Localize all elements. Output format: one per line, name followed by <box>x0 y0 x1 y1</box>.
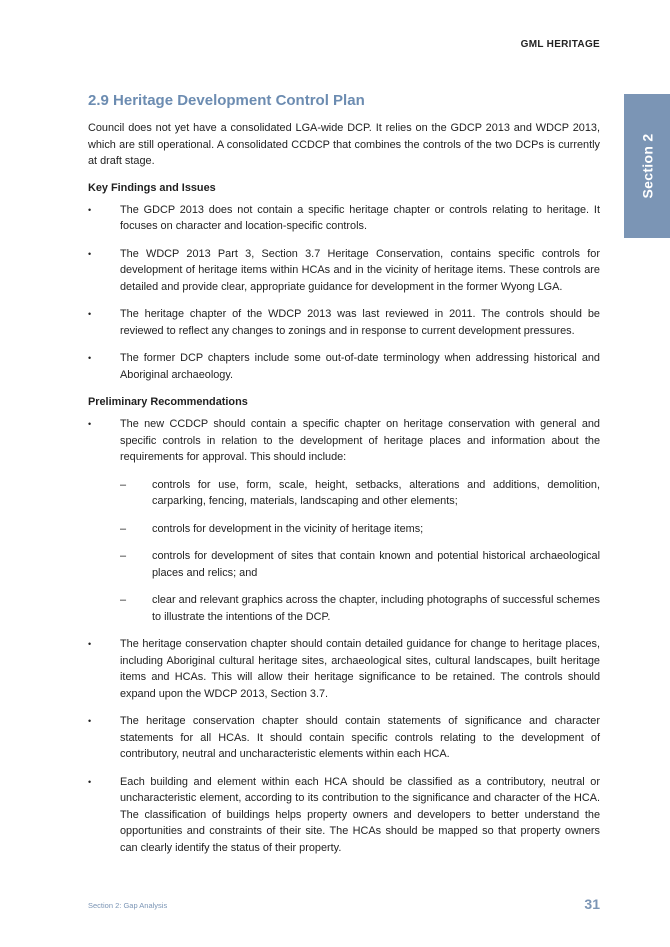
sub-list-item <box>120 548 600 581</box>
sub-list-item <box>120 592 600 625</box>
list-item-text: The heritage conservation chapter should contain detailed guidance for change to heritage places, including Aboriginal cultural heritage sites, archaeological sites, cultural landscapes, built heritage items and HCAs. This will allow their heritage significance to be retained. The controls should expand upon the WDCP 2013, Section 3.7. <box>120 638 600 700</box>
bullet-marker: • <box>88 639 92 649</box>
bullet-marker: • <box>88 776 92 787</box>
bullet-marker: • <box>88 309 92 319</box>
bullet-marker: • <box>88 248 92 259</box>
list-item <box>88 350 600 383</box>
sub-list-item-text: controls for development in the vicinity of heritage items; <box>152 522 424 535</box>
intro-paragraph: Council does not yet have a consolidated LGA-wide DCP. It relies on the GDCP 2013 and WDCP 2013, which are still operational. A consolidated CCDCP that combines the controls of the two DCPs is currently at draft stage. <box>88 122 600 167</box>
list-item <box>88 774 600 857</box>
sub-list-item-text: controls for use, form, scale, height, setbacks, alterations and additions, demolition, carparking, fencing, materials, landscaping and other elements; <box>152 478 600 507</box>
list-item <box>88 416 600 625</box>
page-content <box>88 92 600 867</box>
bullet-marker: • <box>88 353 92 363</box>
sub-list-item-text: controls for development of sites that contain known and potential historical archaeological places and relics; and <box>152 550 600 579</box>
key-findings-heading: Key Findings and Issues <box>88 181 216 194</box>
bullet-marker: • <box>88 419 92 429</box>
dash-marker: – <box>120 522 127 535</box>
bullet-marker: • <box>88 204 92 215</box>
dash-marker: – <box>120 594 127 606</box>
side-tab-label: Section 2 <box>639 133 656 199</box>
list-item <box>88 636 600 702</box>
sub-list-item-text: clear and relevant graphics across the chapter, including photographs of successful schemes to illustrate the intentions of the DCP. <box>152 594 600 623</box>
dash-marker: – <box>120 478 127 491</box>
recommendations-list <box>88 416 600 856</box>
dash-marker: – <box>120 550 127 562</box>
list-item-text: The heritage chapter of the WDCP 2013 was last reviewed in 2011. The controls should be reviewed to reflect any changes to zonings and in response to current development pressures. <box>120 308 600 337</box>
list-item <box>88 202 600 235</box>
sub-list <box>120 477 600 626</box>
key-findings-list <box>88 202 600 384</box>
list-item <box>88 306 600 339</box>
header-brand: GML HERITAGE <box>520 39 600 50</box>
section-title: 2.9 Heritage Development Control Plan <box>88 92 365 109</box>
section-side-tab <box>624 94 670 238</box>
list-item-text: The new CCDCP should contain a specific chapter on heritage conservation with general and specific controls in relation to the development of heritage places and information about the requirements for approval. This should include: <box>120 418 600 463</box>
list-item-text: The heritage conservation chapter should contain statements of significance and character statements for all HCAs. It should contain specific controls relating to the development of contributory, neutral and uncharacteristic elements within each HCA. <box>120 715 600 760</box>
bullet-marker: • <box>88 716 92 726</box>
list-item <box>88 246 600 296</box>
sub-list-item <box>120 521 600 538</box>
list-item <box>88 713 600 763</box>
list-item-text: The former DCP chapters include some out-of-date terminology when addressing historical and Aboriginal archaeology. <box>120 352 600 381</box>
recommendations-heading: Preliminary Recommendations <box>88 396 248 408</box>
page-number: 31 <box>584 896 600 912</box>
footer-section-label: Section 2: Gap Analysis <box>88 901 168 910</box>
list-item-text: Each building and element within each HCA should be classified as a contributory, neutral or uncharacteristic element, according to its contribution to the significance and character of the HCA. The classification of buildings helps property owners and developers to better understand the opportunities and constraints of their site. The HCAs should be mapped so that property owners can clearly identify the status of their property. <box>120 775 600 854</box>
list-item-text: The WDCP 2013 Part 3, Section 3.7 Heritage Conservation, contains specific controls for development of heritage items within HCAs and in the vicinity of heritage items. These controls are detailed and provide clear, appropriate guidance for development in the former Wyong LGA. <box>120 247 600 293</box>
sub-list-item <box>120 477 600 510</box>
list-item-text: The GDCP 2013 does not contain a specific heritage chapter or controls relating to heritage. It focuses on character and location-specific controls. <box>120 203 600 232</box>
